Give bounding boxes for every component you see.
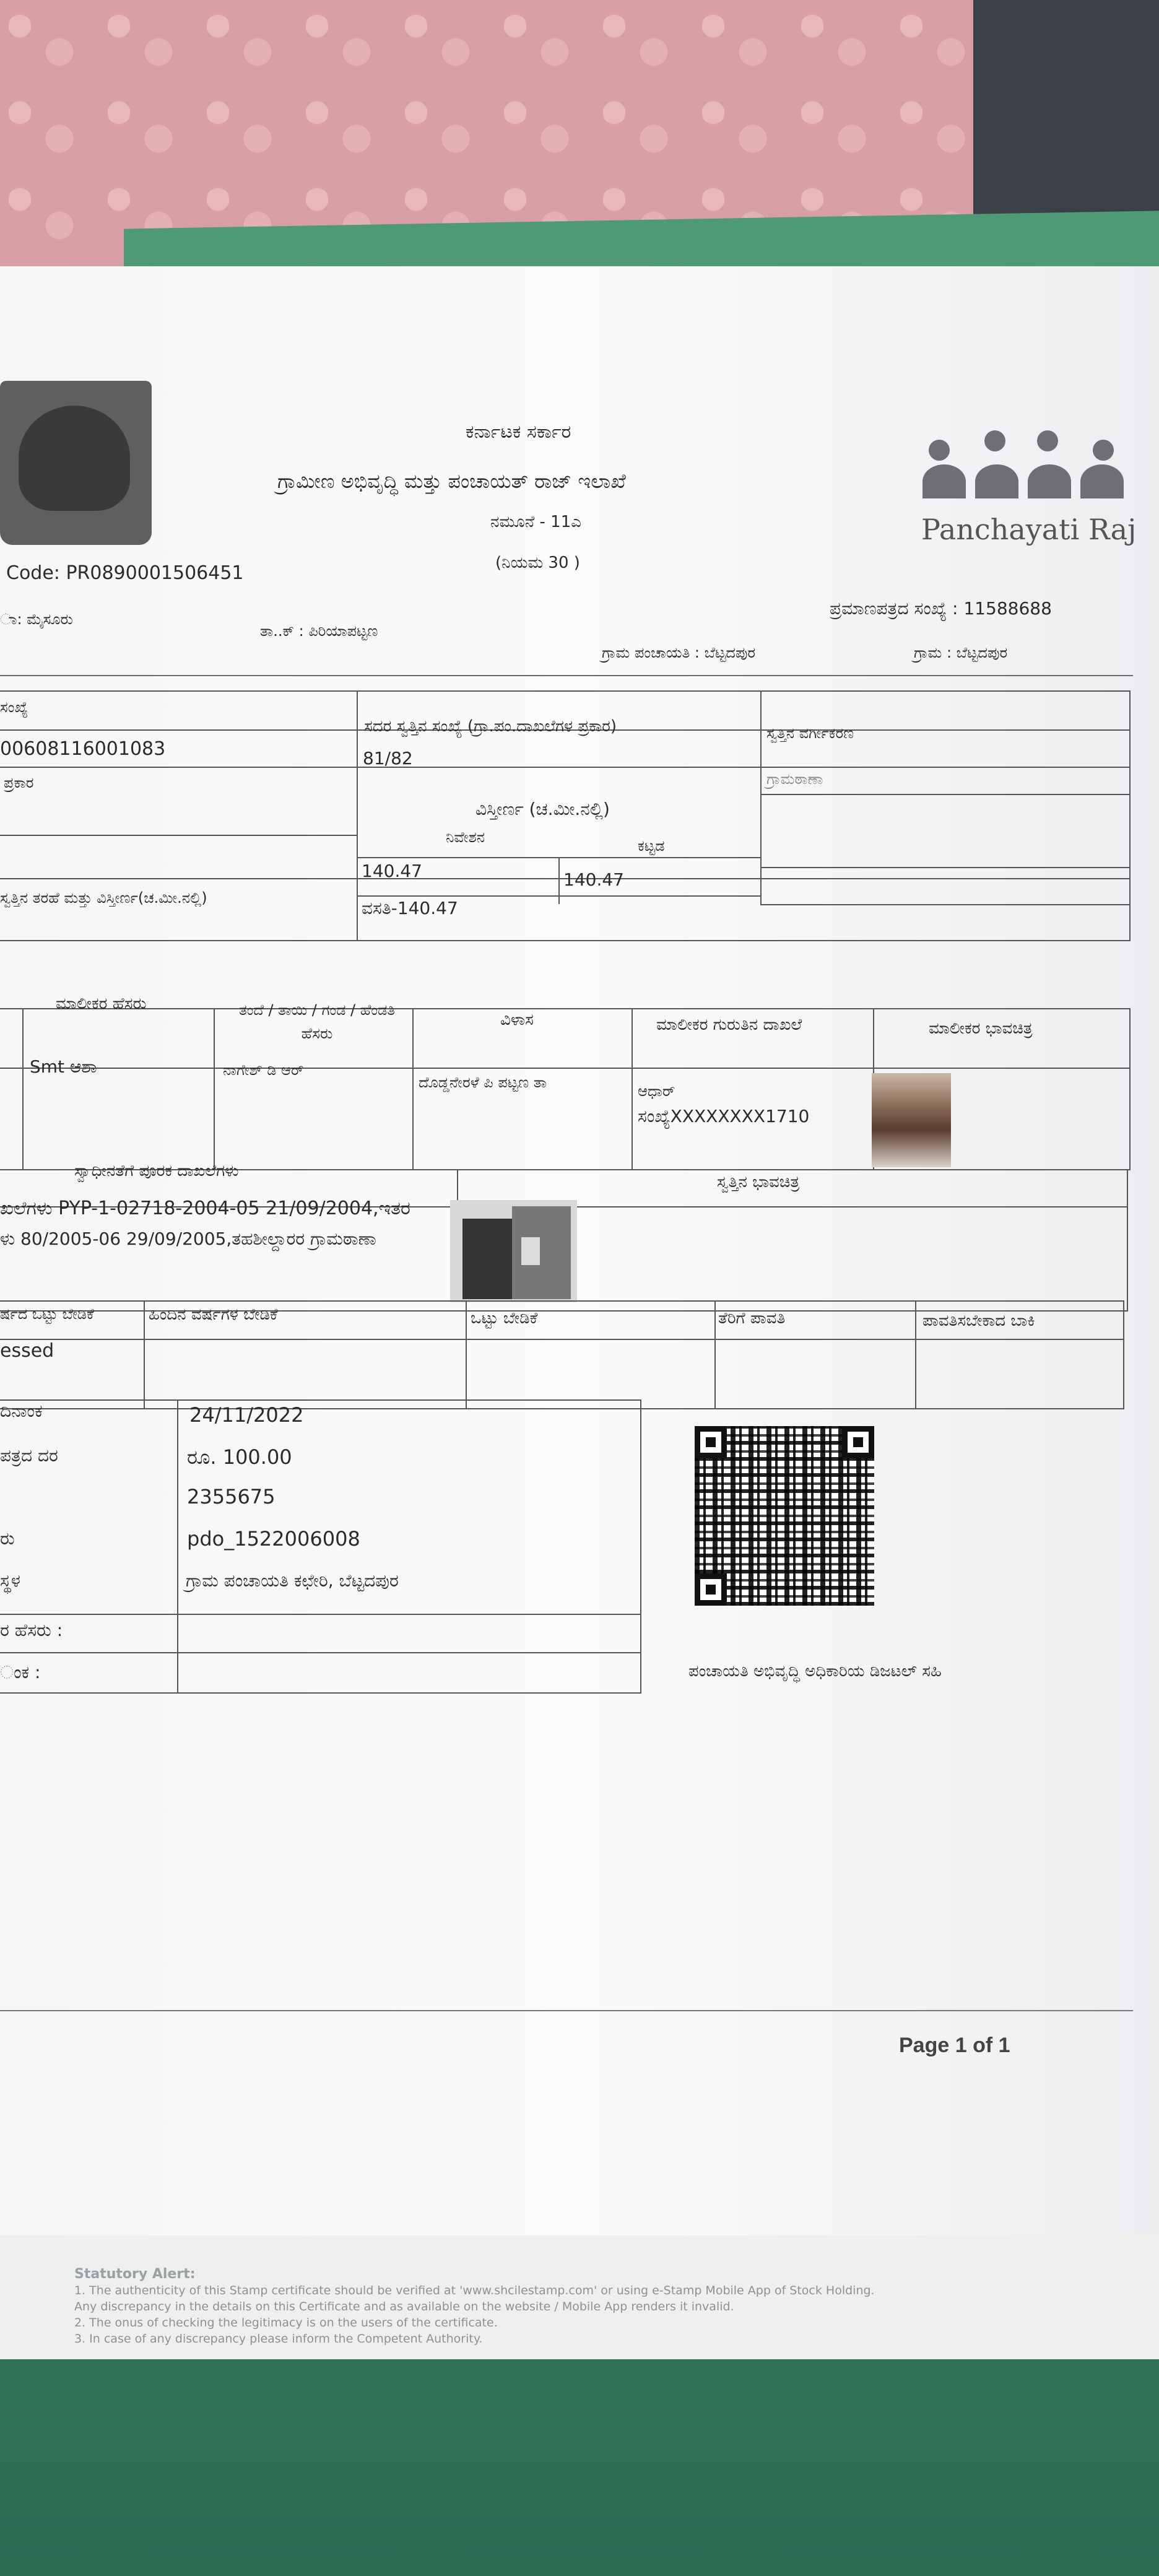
classification-value: ಗ್ರಾಮಠಾಣಾ xyxy=(766,770,823,788)
building-header: ಕಟ್ಟಡ xyxy=(638,837,665,855)
site-area: 140.47 xyxy=(362,861,422,881)
address-header: ವಿಳಾಸ xyxy=(500,1011,534,1029)
owner-photo xyxy=(872,1073,951,1167)
building-area: 140.47 xyxy=(563,869,624,890)
classification-header: ಸ್ವತ್ತಿನ ವರ್ಗೀಕರಣ xyxy=(766,724,854,742)
tax-paid-header: ತೆರಿಗೆ ಪಾವತಿ xyxy=(718,1309,786,1328)
relation-header: ತಂದೆ / ತಾಯಿ / ಗಂಡ / ಹೆಂಡತಿ ಹೆಸರು xyxy=(239,1001,395,1042)
balance-header: ಪಾವತಿಸಬೇಕಾದ ಬಾಕಿ xyxy=(922,1312,1035,1330)
alert-line: 3. In case of any discrepancy please inform the Competent Authority. xyxy=(74,2332,483,2346)
id-doc-number: ಸಂಖ್ಯೆXXXXXXXX1710 xyxy=(638,1106,810,1126)
relation-name: ನಾಗೇಶ್ ಡಿ ಆರ್ xyxy=(223,1061,304,1079)
footer-divider xyxy=(0,2010,1133,2011)
fee-value: ರೂ. 100.00 xyxy=(187,1445,292,1469)
panchayati-raj-logo-icon xyxy=(916,427,1127,508)
possession-line-1: ಖಲೆಗಳು PYP-1-02718-2004-05 21/09/2004,ಇತರ xyxy=(0,1198,410,1219)
type-header: ಪ್ರಕಾರ xyxy=(4,774,34,791)
digital-signature-label: ಪಂಚಾಯತಿ ಅಭಿವೃದ್ಧಿ ಅಧಿಕಾರಿಯ ಡಿಜಟಲ್ ಸಹಿ xyxy=(688,1662,942,1681)
property-no: 81/82 xyxy=(363,748,413,768)
current-demand-header: ರ್ಷದ ಒಟ್ಟು ಬೇಡಿಕೆ xyxy=(0,1305,94,1323)
property-photo xyxy=(450,1200,577,1302)
issue-date: 24/11/2022 xyxy=(189,1403,304,1427)
site-header: ನಿವೇಶನ xyxy=(446,829,485,846)
dept-title: ಗ್ರಾಮೀಣ ಅಭಿವೃದ್ಧಿ ಮತ್ತು ಪಂಚಾಯತ್ ರಾಜ್ ಇಲಾಖೆ xyxy=(277,469,626,493)
district: ಾ: ಮೈಸೂರು xyxy=(0,611,73,628)
alert-title: Statutory Alert: xyxy=(74,2266,196,2282)
total-header: ಸ್ವತ್ತಿನ ತರಹೆ ಮತ್ತು ವಿಸ್ತೀರ್ಣ(ಚ.ಮೀ.ನಲ್ಲಿ) xyxy=(0,889,207,907)
page-number: Page 1 of 1 xyxy=(899,2034,1010,2057)
id-doc-type: ಆಧಾರ್ xyxy=(638,1082,675,1100)
current-demand-value: essed xyxy=(0,1340,54,1362)
property-photo-header: ಸ್ವತ್ತಿನ ಭಾವಚಿತ್ರ xyxy=(717,1173,800,1191)
total-area: ವಸತಿ-140.47 xyxy=(362,898,458,918)
taluk: ತಾ..ಕ್ : ಪಿರಿಯಾಪಟ್ಟಣ xyxy=(260,622,378,640)
certificate-number: ಪ್ರಮಾಣಪತ್ರದ ಸಂಖ್ಯೆ : 11588688 xyxy=(830,598,1052,619)
code: Code: PR0890001506451 xyxy=(6,562,244,584)
previous-demand-header: ಹಿಂದಿನ ವರ್ಷಗಳ ಬೇಡಿಕೆ xyxy=(149,1305,278,1324)
office-label: ಸ್ಥಳ xyxy=(0,1570,20,1591)
issue-date-label: ದಿನಾಂಕ xyxy=(0,1401,43,1421)
statutory-alert xyxy=(74,2266,1003,2347)
user-label: ರು xyxy=(0,1528,15,1549)
owner-name: Smt ಆಶಾ xyxy=(30,1056,97,1077)
sign-date-label: ಂಕ : xyxy=(0,1662,41,1682)
possession-line-2: ಳು 80/2005-06 29/09/2005,ತಹಶೀಲ್ದಾರರ ಗ್ರಾಮಠಾಣಾ xyxy=(0,1229,376,1249)
property-id-header: ಸಂಖ್ಯೆ xyxy=(0,698,28,716)
divider xyxy=(0,675,1133,676)
photo-header: ಮಾಲೀಕರ ಭಾವಚಿತ್ರ xyxy=(929,1019,1033,1038)
gram-panchayat: ಗ್ರಾಮ ಪಂಚಾಯತಿ : ಬೆಟ್ಟದಪುರ xyxy=(602,644,756,661)
owner-address: ದೊಡ್ಡನೇರಳೆ ಪಿ ಪಟ್ಟಣ ತಾ xyxy=(419,1074,547,1091)
property-id: 00608116001083 xyxy=(0,738,166,760)
alert-line: 2. The onus of checking the legitimacy is on the users of the certificate. xyxy=(74,2316,498,2330)
rule-number: (ನಿಯಮ 30 ) xyxy=(495,554,580,572)
alert-line: Any discrepancy in the details on this Certificate and as available on the website / Mobile App renders it invalid. xyxy=(74,2300,734,2313)
gov-title: ಕರ್ನಾಟಕ ಸರ್ಕಾರ xyxy=(466,421,571,443)
office-value: ಗ್ರಾಮ ಪಂಚಾಯತಿ ಕಛೇರಿ, ಬೆಟ್ಟದಪುರ xyxy=(186,1570,399,1591)
form-number: ನಮೂನೆ - 11ಎ xyxy=(490,513,581,531)
alert-line: 1. The authenticity of this Stamp certificate should be verified at 'www.shcilestamp.com' or using e-Stamp Mobile App of Stock Holding. xyxy=(74,2284,875,2297)
owner-name-header: ಮಾಲೀಕರ ಹೆಸರು xyxy=(56,994,147,1013)
possession-docs-header: ಸ್ವಾಧೀನತೆಗೆ ಪೂರಕ ದಾಖಲೆಗಳು xyxy=(74,1162,239,1180)
total-demand-header: ಒಟ್ಟು ಬೇಡಿಕೆ xyxy=(471,1309,538,1328)
fee-label: ಪತ್ರದ ದರ xyxy=(0,1445,58,1466)
area-header: ವಿಸ್ತೀರ್ಣ (ಚ.ಮೀ.ನಲ್ಲಿ) xyxy=(475,799,610,819)
karnataka-emblem-icon xyxy=(0,381,152,545)
logo-text: Panchayati Raj xyxy=(921,513,1137,546)
signatory-name-label: ರ ಹೆಸರು : xyxy=(0,1620,63,1640)
receipt-number: 2355675 xyxy=(187,1485,276,1508)
property-no-header: ಸದರ ಸ್ವತ್ತಿನ ಸಂಖ್ಯೆ (ಗ್ರಾ.ಪಂ.ದಾಖಲೆಗಳ ಪ್ರಕಾರ) xyxy=(364,717,617,736)
user-value: pdo_1522006008 xyxy=(187,1527,360,1551)
village: ಗ್ರಾಮ : ಬೆಟ್ಟದಪುರ xyxy=(914,644,1008,661)
qr-code-icon xyxy=(695,1426,874,1606)
id-doc-header: ಮಾಲೀಕರ ಗುರುತಿನ ದಾಖಲೆ xyxy=(656,1016,802,1034)
